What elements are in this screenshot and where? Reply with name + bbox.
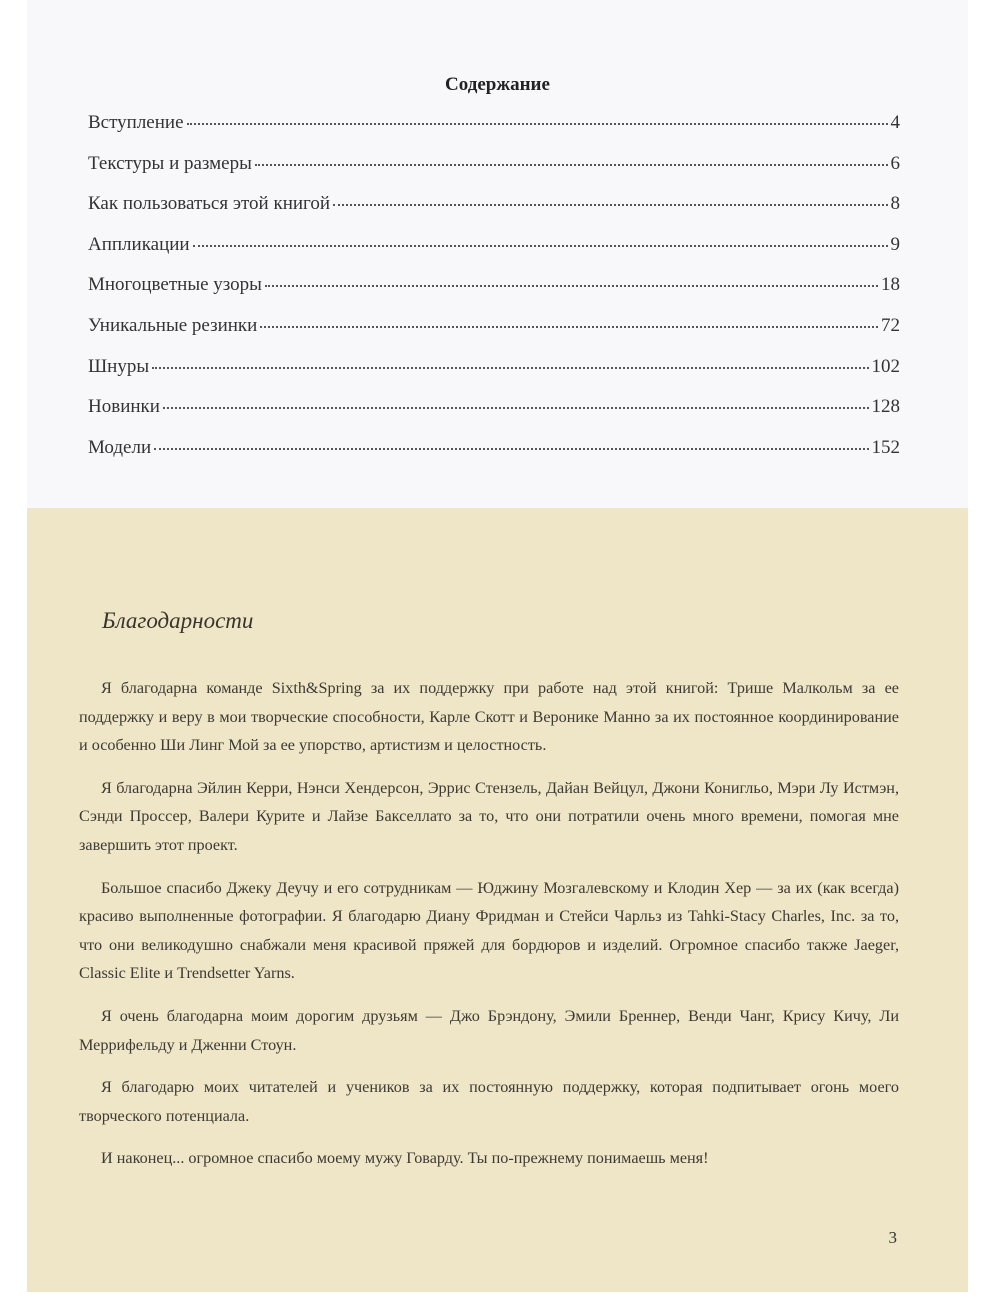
acknowledgements-paragraph: Я благодарна команде Sixth&Spring за их поддержку при работе над этой книгой: Трише Малкольм за ее поддержку и веру в мои творческие способности, Карле Скотт и Веронике Манно за их постоянное координирование и особенно Ши Линг Мой за ее упорство, артистизм и целостность. <box>79 679 899 755</box>
toc-entry <box>88 274 900 315</box>
toc-entry-label: Вступление <box>88 112 184 133</box>
toc-entry-label: Новинки <box>88 396 160 418</box>
toc-entry-page: 4 <box>890 112 900 133</box>
toc-entry-page: 102 <box>871 355 900 377</box>
toc-leader-dots <box>260 326 878 328</box>
toc-leader-dots <box>333 204 887 206</box>
toc-entry-page: 128 <box>871 396 900 418</box>
toc-entry <box>88 112 900 153</box>
table-of-contents <box>27 0 968 508</box>
acknowledgements-section <box>27 508 968 1292</box>
toc-entry-page: 9 <box>890 233 900 255</box>
toc-entry-page: 152 <box>871 436 900 458</box>
toc-entry-label: Шнуры <box>88 355 150 377</box>
acknowledgements-paragraph: И наконец... огромное спасибо моему мужу Говарду. Ты по-прежнему понимаешь меня! <box>101 1149 709 1168</box>
toc-leader-dots <box>255 164 888 166</box>
toc-entry-page: 6 <box>890 152 900 174</box>
toc-entry <box>88 437 900 478</box>
toc-entry <box>88 234 900 275</box>
toc-entry-label: Модели <box>88 436 152 458</box>
toc-list <box>88 112 900 477</box>
toc-leader-dots <box>163 407 869 409</box>
toc-entry-label: Как пользоваться этой книгой <box>88 193 331 215</box>
toc-entry-label: Многоцветные узоры <box>88 274 262 296</box>
toc-entry <box>88 153 900 194</box>
toc-title: Содержание <box>445 74 550 95</box>
toc-leader-dots <box>265 285 878 287</box>
acknowledgements-paragraph: Я очень благодарна моим дорогим друзьям — Джо Брэндону, Эмили Бреннер, Венди Чанг, Крису Кичу, Ли Меррифельду и Дженни Стоун. <box>79 1006 899 1054</box>
toc-entry-label: Текстуры и размеры <box>88 152 252 174</box>
toc-entry-label: Уникальные резинки <box>88 314 258 336</box>
toc-entry <box>88 193 900 234</box>
acknowledgements-paragraph: Я благодарна Эйлин Керри, Нэнси Хендерсон, Эррис Стензель, Дайан Вейцул, Джони Конигльо, Мэри Лу Истмэн, Сэнди Проссер, Валери Курите и Лайзе Бакселлато за то, что они потратили очень много времени, помогая мне завершить этот проект. <box>79 778 899 854</box>
toc-entry-page: 18 <box>881 274 900 296</box>
toc-entry <box>88 315 900 356</box>
page-number: 3 <box>888 1228 897 1247</box>
toc-leader-dots <box>193 245 888 247</box>
toc-entry <box>88 396 900 437</box>
toc-leader-dots <box>154 448 868 450</box>
acknowledgements-paragraph: Большое спасибо Джеку Деучу и его сотрудникам — Юджину Мозгалевскому и Клодин Хер — за их (как всегда) красиво выполненные фотографии. Я благодарю Диану Фридман и Стейси Чарльз из Tahki-Stacy Charles, Inc. за то, что они великодушно снабжали меня красивой пряжей для бордюров и изделий. Огромное спасибо также Jaeger, Classic Elite и Trendsetter Yarns. <box>79 878 899 983</box>
toc-entry-label: Аппликации <box>88 233 190 255</box>
acknowledgements-paragraph: Я благодарю моих читателей и учеников за их постоянную поддержку, которая подпитывает огонь моего творческого потенциала. <box>79 1078 899 1125</box>
acknowledgements-title: Благодарности <box>102 608 254 633</box>
toc-entry-page: 72 <box>881 314 900 336</box>
toc-leader-dots <box>187 123 888 125</box>
acknowledgements-body <box>79 674 899 1187</box>
toc-leader-dots <box>152 367 868 369</box>
toc-entry <box>88 356 900 397</box>
toc-entry-page: 8 <box>890 193 900 215</box>
book-page <box>27 0 968 1292</box>
